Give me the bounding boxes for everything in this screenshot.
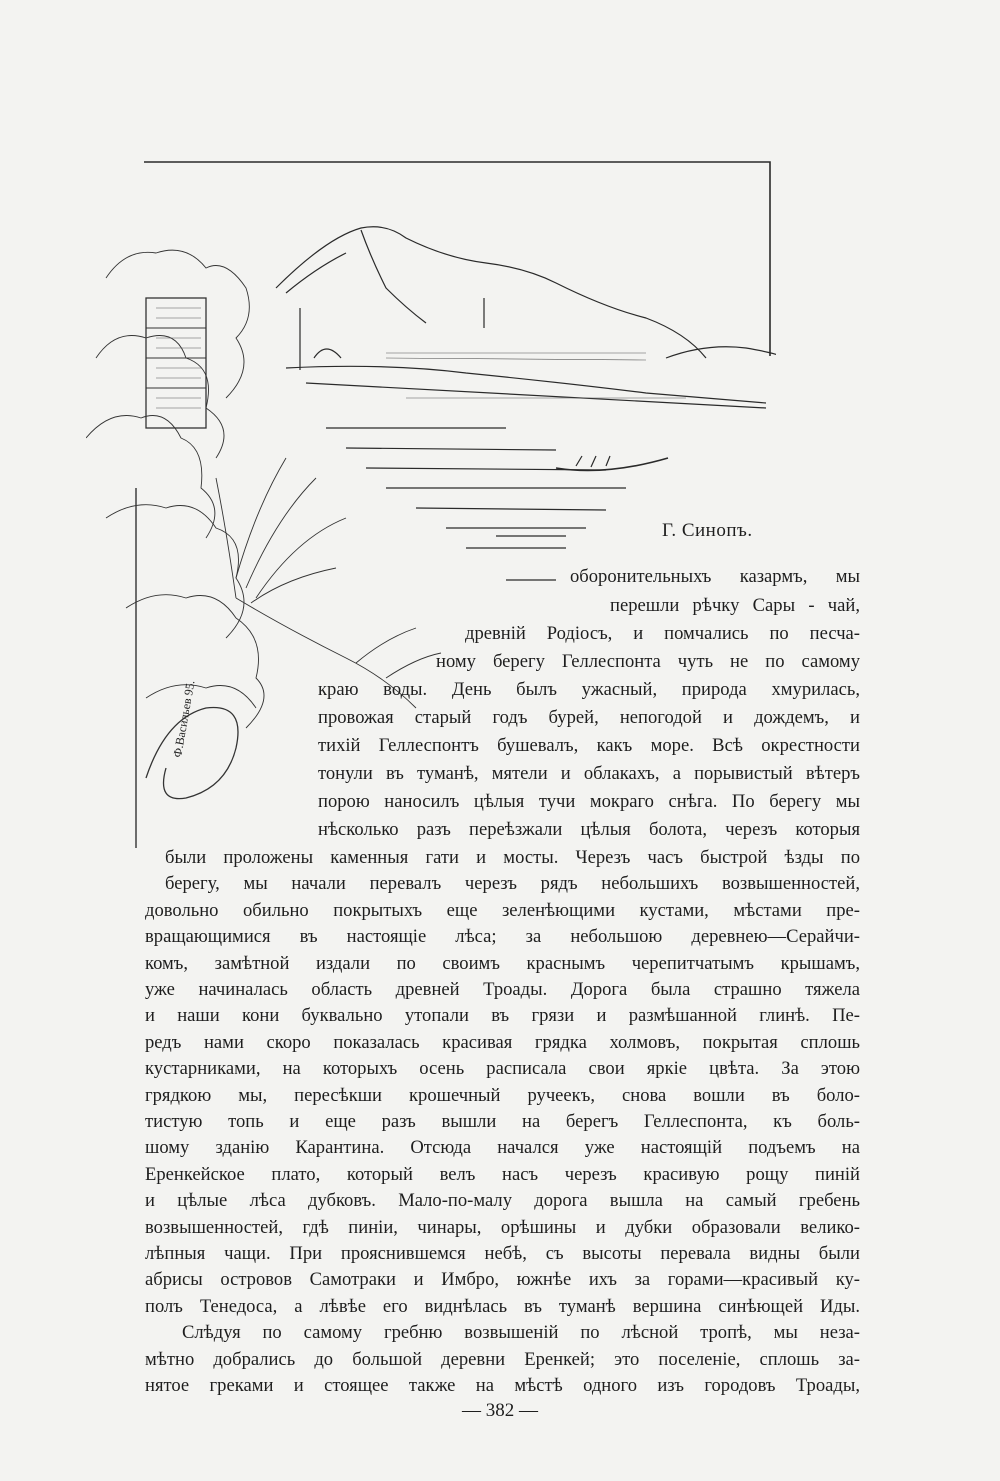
text-line: кустарниками, на которыхъ осень расписала свои яркіе цвѣта. За этою — [145, 1058, 860, 1080]
text-line: нѣсколько разъ переѣзжали цѣлыя болота, черезъ которыя — [318, 819, 860, 840]
text-line: порою наносилъ цѣлыя тучи мокраго снѣга. По берегу мы — [318, 791, 860, 812]
signature-text: Ф.Васильев 95. — [170, 679, 198, 759]
text-line: были проложены каменныя гати и мосты. Черезъ часъ быстрой ѣзды по — [165, 847, 860, 868]
text-line: тонули въ туманѣ, мятели и облакахъ, а порывистый вѣтеръ — [318, 763, 860, 784]
text-line: довольно обильно покрытыхъ еще зеленѣющими кустами, мѣстами пре- — [145, 899, 860, 921]
text-line: лѣпныя чащи. При прояснившемся небѣ, съ высоты перевала видны были — [145, 1243, 860, 1264]
text-line: комъ, замѣтной издали по своимъ краснымъ черепитчатымъ крышамъ, — [145, 952, 860, 974]
page-number: — 382 — — [462, 1400, 538, 1421]
text-line: ному берегу Геллеспонта чуть не по самому — [436, 651, 860, 672]
text-line: и наши кони буквально утопали въ грязи и размѣшанной глинѣ. Пе- — [145, 1005, 860, 1027]
text-line: полъ Тенедоса, а лѣвѣе его виднѣлась въ туманѣ вершина синѣющей Иды. — [145, 1295, 860, 1317]
text-line: тистую топь и еще разъ вышли на берегъ Геллеспонта, къ боль- — [145, 1111, 860, 1132]
text-line: и цѣлые лѣса дубковъ. Мало-по-малу дорога вышла на самый гребень — [145, 1190, 860, 1212]
text-line: оборонительныхъ казармъ, мы — [570, 566, 860, 587]
text-line: древній Родіосъ, и помчались по песча- — [465, 623, 860, 644]
text-line: уже начиналась область древней Троады. Дорога была страшно тяжела — [145, 979, 860, 1000]
text-line: Еренкейское плато, который велъ насъ черезъ красивую рощу пиній — [145, 1163, 860, 1185]
text-line: мѣтно добрались до большой деревни Еренкей; это поселеніе, сплошь за- — [145, 1348, 860, 1370]
text-line: грядкою мы, пересѣкши крошечный ручеекъ, снова вошли въ боло- — [145, 1084, 860, 1106]
text-line: Слѣдуя по самому гребню возвышеній по лѣсной тропѣ, мы неза- — [182, 1322, 860, 1344]
text-line: абрисы островов Самотраки и Имбро, южнѣе ихъ за горами—красивый ку- — [145, 1269, 860, 1291]
text-line: шому зданію Карантина. Отсюда начался уже настоящій подъемъ на — [145, 1137, 860, 1159]
text-line: провожая старый годъ бурей, непогодой и дождемъ, и — [318, 707, 860, 728]
text-line: краю воды. День былъ ужасный, природа хмурилась, — [318, 679, 860, 700]
text-line: перешли рѣчку Сары - чай, — [610, 595, 860, 616]
text-line: редъ нами скоро показалась красивая грядка холмовъ, покрытая сплошь — [145, 1031, 860, 1053]
text-line: нятое греками и стоящее также на мѣстѣ одного изъ городовъ Троады, — [145, 1375, 860, 1396]
text-line: тихій Геллеспонтъ бушевалъ, какъ море. Всѣ окрестности — [318, 735, 860, 756]
illustration-caption: Г. Синопъ. — [662, 520, 753, 541]
text-line: возвышенностей, гдѣ пиніи, чинары, орѣшины и дубки образовали велико- — [145, 1216, 860, 1238]
text-line: вращающимися въ настоящіе лѣса; за небольшою деревнею—Серайчи- — [145, 926, 860, 948]
text-line: берегу, мы начали перевалъ черезъ рядъ небольшихъ возвышенностей, — [165, 873, 860, 895]
